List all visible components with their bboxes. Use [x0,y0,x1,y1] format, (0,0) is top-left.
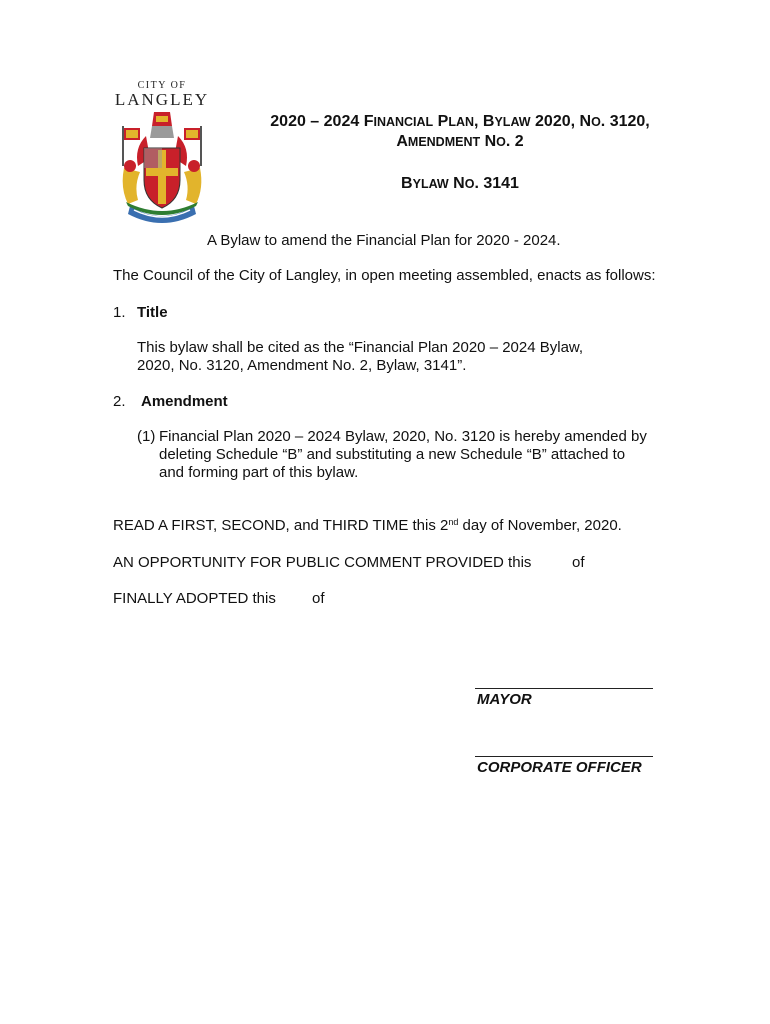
amendment-item-number: (1) [137,428,156,445]
readings-statement [113,517,622,535]
logo-city-of-text: CITY OF [137,80,187,91]
title-segment: A [396,133,408,150]
title-segment: INANCIAL [373,115,434,129]
readings-superscript: nd [448,517,459,527]
section-1-number: 1. [113,304,126,321]
title-segment: YLAW [412,177,449,191]
readings-suffix: day of November, 2020. [458,517,622,534]
title-segment: O [591,115,601,129]
corporate-officer-label: CORPORATE OFFICER [477,759,642,776]
finally-adopted-statement: FINALLY ADOPTED this [113,590,276,607]
amendment-line: deleting Schedule “B” and substituting a new Schedule “B” attached to [159,446,626,463]
title-segment: N [480,133,497,150]
title-segment: 2020 – 2024 F [270,113,374,130]
amendment-line: Financial Plan 2020 – 2024 Bylaw, 2020, No. 3120 is hereby amended by [159,428,647,445]
finally-adopted-of: of [312,590,325,607]
section-1-heading: Title [137,304,168,321]
coat-of-arms-icon [116,108,208,230]
title-segment: . 2 [505,133,524,150]
title-segment: . 3141 [474,175,519,192]
public-comment-statement: AN OPPORTUNITY FOR PUBLIC COMMENT PROVIDED this [113,554,532,571]
title-segment: B [401,175,413,192]
title-segment: . 3120, [600,113,650,130]
title-segment: O [464,177,475,191]
amendment-item-text [159,428,659,482]
amendment-line: and forming part of this bylaw. [159,464,359,481]
title-segment: N [448,175,465,192]
public-comment-of: of [572,554,585,571]
officer-signature-line [475,756,653,757]
title-segment: P [433,113,449,130]
title-segment: O [496,135,506,149]
title-segment: MENDMENT [407,135,481,149]
title-segment: 2020, N [530,113,592,130]
mayor-label: MAYOR [477,691,532,708]
section-2-number: 2. [113,393,126,410]
readings-prefix: READ A FIRST, SECOND, and THIRD TIME this 2 [113,517,449,534]
section-1-line: 2020, No. 3120, Amendment No. 2, Bylaw, 3141”. [137,357,467,374]
city-logo [112,80,212,230]
section-1-text [137,339,607,375]
bylaw-title-line-1 [250,113,670,131]
title-segment: YLAW [494,115,531,129]
section-1-line: This bylaw shall be cited as the “Financial Plan 2020 – 2024 Bylaw, [137,339,584,356]
council-enactment: The Council of the City of Langley, in open meeting assembled, enacts as follows: [113,267,656,284]
title-segment: LAN [448,115,475,129]
bylaw-intro: A Bylaw to amend the Financial Plan for 2020 - 2024. [207,232,561,249]
section-2-heading: Amendment [141,393,228,410]
logo-langley-text: LANGLEY [114,90,210,109]
title-segment: , B [474,113,495,130]
mayor-signature-line [475,688,653,689]
bylaw-title-line-2 [250,133,670,151]
bylaw-number-title [250,175,670,193]
